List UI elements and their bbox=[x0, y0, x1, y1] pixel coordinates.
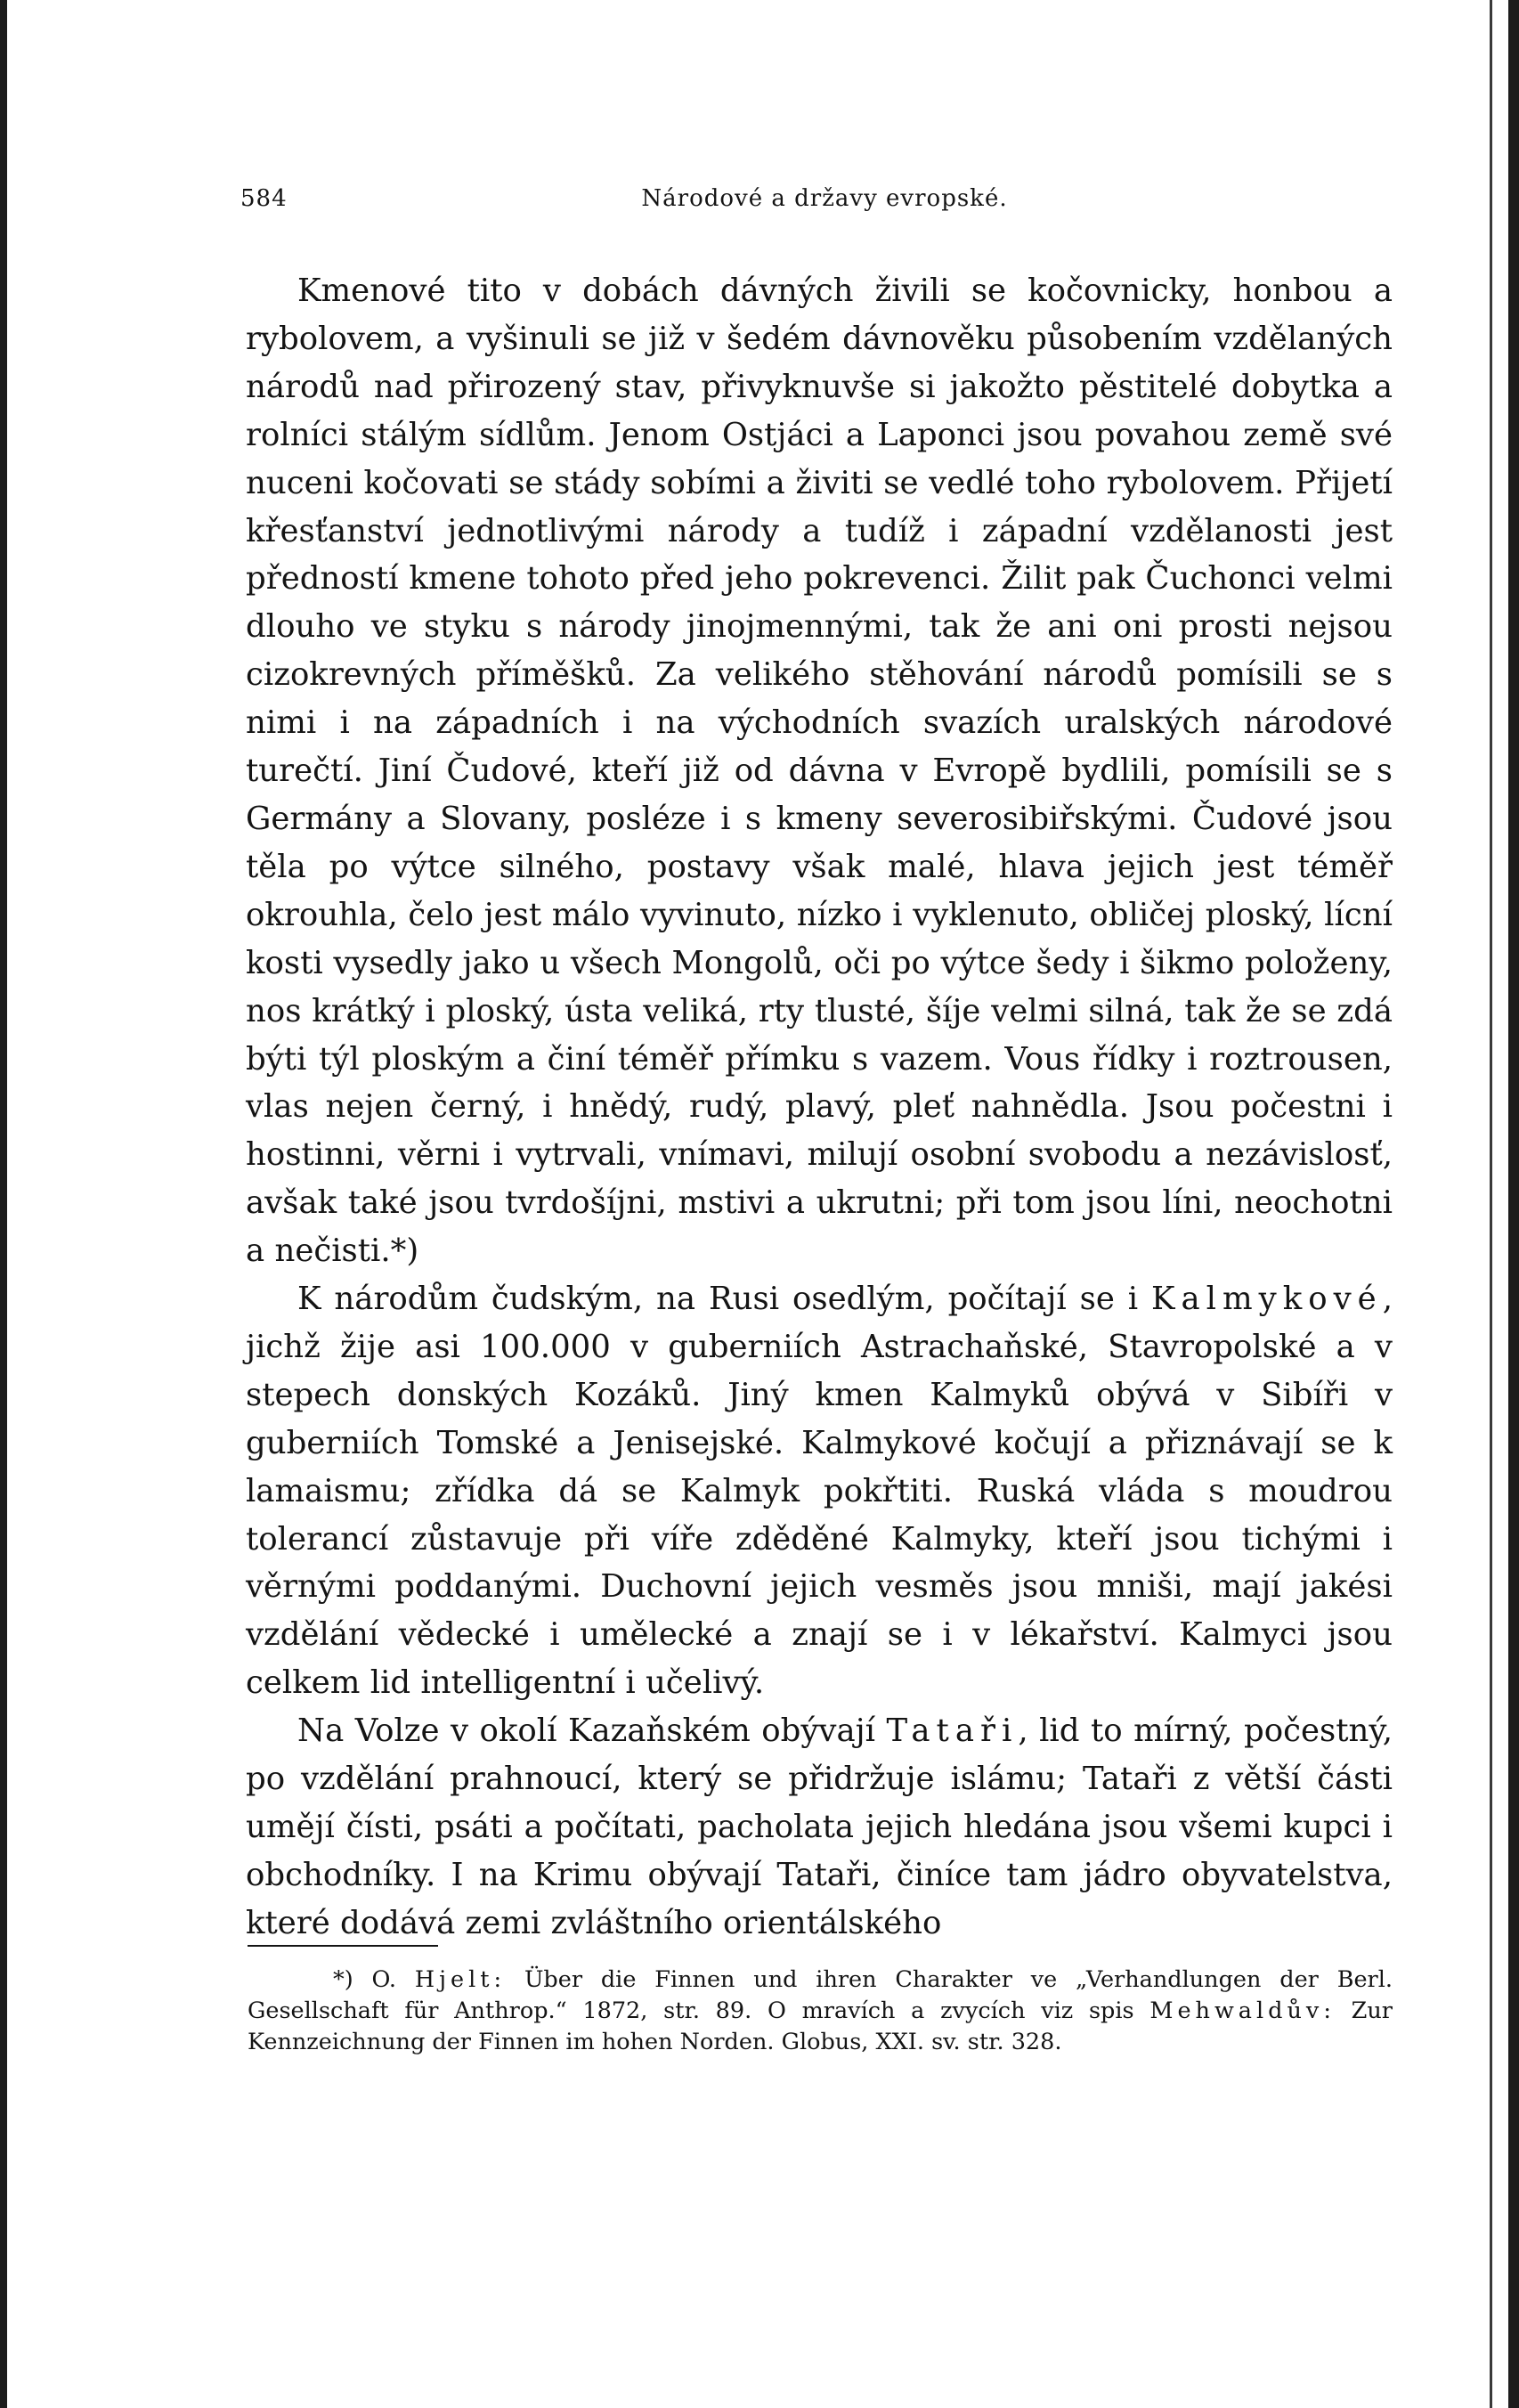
paragraph-3-rest: , lid to mírný, počestný, po vzdělání prahnoucí, který se přidržuje islámu; Tataři z větší části umějí čísti, psáti a počítati, pacholata jejich hledána jsou všemi kupci i obchodníky. I na Krimu obývají Tataři, činíce tam jádro obyvatelstva, které dodává zemi zvláštního orientálského bbox=[246, 1712, 1393, 1941]
paragraph-2-start: K národům čudským, na Rusi osedlým, počítají se i bbox=[297, 1281, 1139, 1318]
paragraph-2 bbox=[246, 1275, 1393, 1707]
emphasis-kalmykove: Kalmykové bbox=[1150, 1281, 1383, 1318]
page-header-title: Národové a državy evropské. bbox=[641, 185, 1008, 212]
paragraph-3 bbox=[246, 1707, 1393, 1948]
running-head bbox=[240, 185, 1409, 221]
footnote bbox=[248, 1965, 1393, 2058]
footnote-marker: *) O. bbox=[333, 1966, 397, 1993]
footnote-author-mehwald: Mehwaldův: bbox=[1149, 1997, 1336, 2024]
paragraph-1: Kmenové tito v dobách dávných živili se kočovnicky, honbou a rybolovem, a vyšinuli se již v šedém dávnověku působením vzdělaných národů nad přirozený stav, přivyknuvše si jakožto pěstitelé dobytka a rolníci stálým sídlům. Jenom Ostjáci a Laponci jsou povahou země své nuceni kočovati se stády sobími a živiti se vedlé toho rybolovem. Přijetí křesťanství jednotlivými národy a tudíž i západní vzdělanosti jest předností kmene tohoto před jeho pokrevenci. Žilit pak Čuchonci velmi dlouho ve styku s národy jinojmennými, tak že ani oni prosti nejsou cizokrevných příměšků. Za velikého stěhování národů pomísili se s nimi i na západních i na východních svazích uralských národové turečtí. Jiní Čudové, kteří již od dávna v Evropě bydlili, pomísili se s Germány a Slovany, posléze i s kmeny severosibiřskými. Čudové jsou těla po výtce silného, postavy však malé, hlava jejich jest téměř okrouhla, čelo jest málo vyvinuto, nízko i vyklenuto, obličej ploský, lícní kosti vysedly jako u všech Mongolů, oči po výtce šedy i šikmo položeny, nos krátký i ploský, ústa veliká, rty tlusté, šíje velmi silná, tak že se zdá býti týl ploským a činí téměř přímku s vazem. Vous řídky i roztrousen, vlas nejen černý, i hnědý, rudý, plavý, pleť nahnědla. Jsou počestni i hostinni, věrni i vytrvali, vnímavi, milují osobní svobodu a nezávislosť, avšak také jsou tvrdošíjni, mstivi a ukrutni; při tom jsou líni, neochotni a nečisti.*) bbox=[246, 273, 1393, 1270]
footnote-text-1: Über die Finnen und ihren Charakter ve „Verhandlungen der Berl. Gesellschaft für Anthrop.“ 1872, str. 89. O mravích a zvycích viz spis bbox=[248, 1966, 1393, 2024]
paragraph-2-rest: , jichž žije asi 100.000 v guberniích Astrachaňské, Stavropolské a v stepech donských Kozáků. Jiný kmen Kalmyků obývá v Sibíři v guberniích Tomské a Jenisejské. Kalmykové kočují a přiznávají se k lamaismu; zřídka dá se Kalmyk pokřtiti. Ruská vláda s moudrou tolerancí zůstavuje při víře zděděné Kalmyky, kteří jsou tichými i věrnými poddanými. Duchovní jejich vesměs jsou mniši, mají jakési vzdělání vědecké i umělecké a znají se i v lékařství. Kalmyci jsou celkem lid intelligentní i učelivý. bbox=[246, 1281, 1393, 1702]
body-text bbox=[246, 267, 1393, 1948]
footnote-divider bbox=[248, 1945, 438, 1947]
footnote-author-hjelt: Hjelt: bbox=[414, 1966, 507, 1993]
emphasis-tatari: Tataři bbox=[886, 1712, 1019, 1750]
footnote-text bbox=[248, 1965, 1393, 2058]
paragraph-3-start: Na Volze v okolí Kazaňském obývají bbox=[297, 1712, 875, 1750]
footnote-text-2: Zur Kennzeichnung der Finnen im hohen Norden. Globus, XXI. sv. str. 328. bbox=[248, 1997, 1393, 2055]
page-number: 584 bbox=[240, 185, 288, 212]
